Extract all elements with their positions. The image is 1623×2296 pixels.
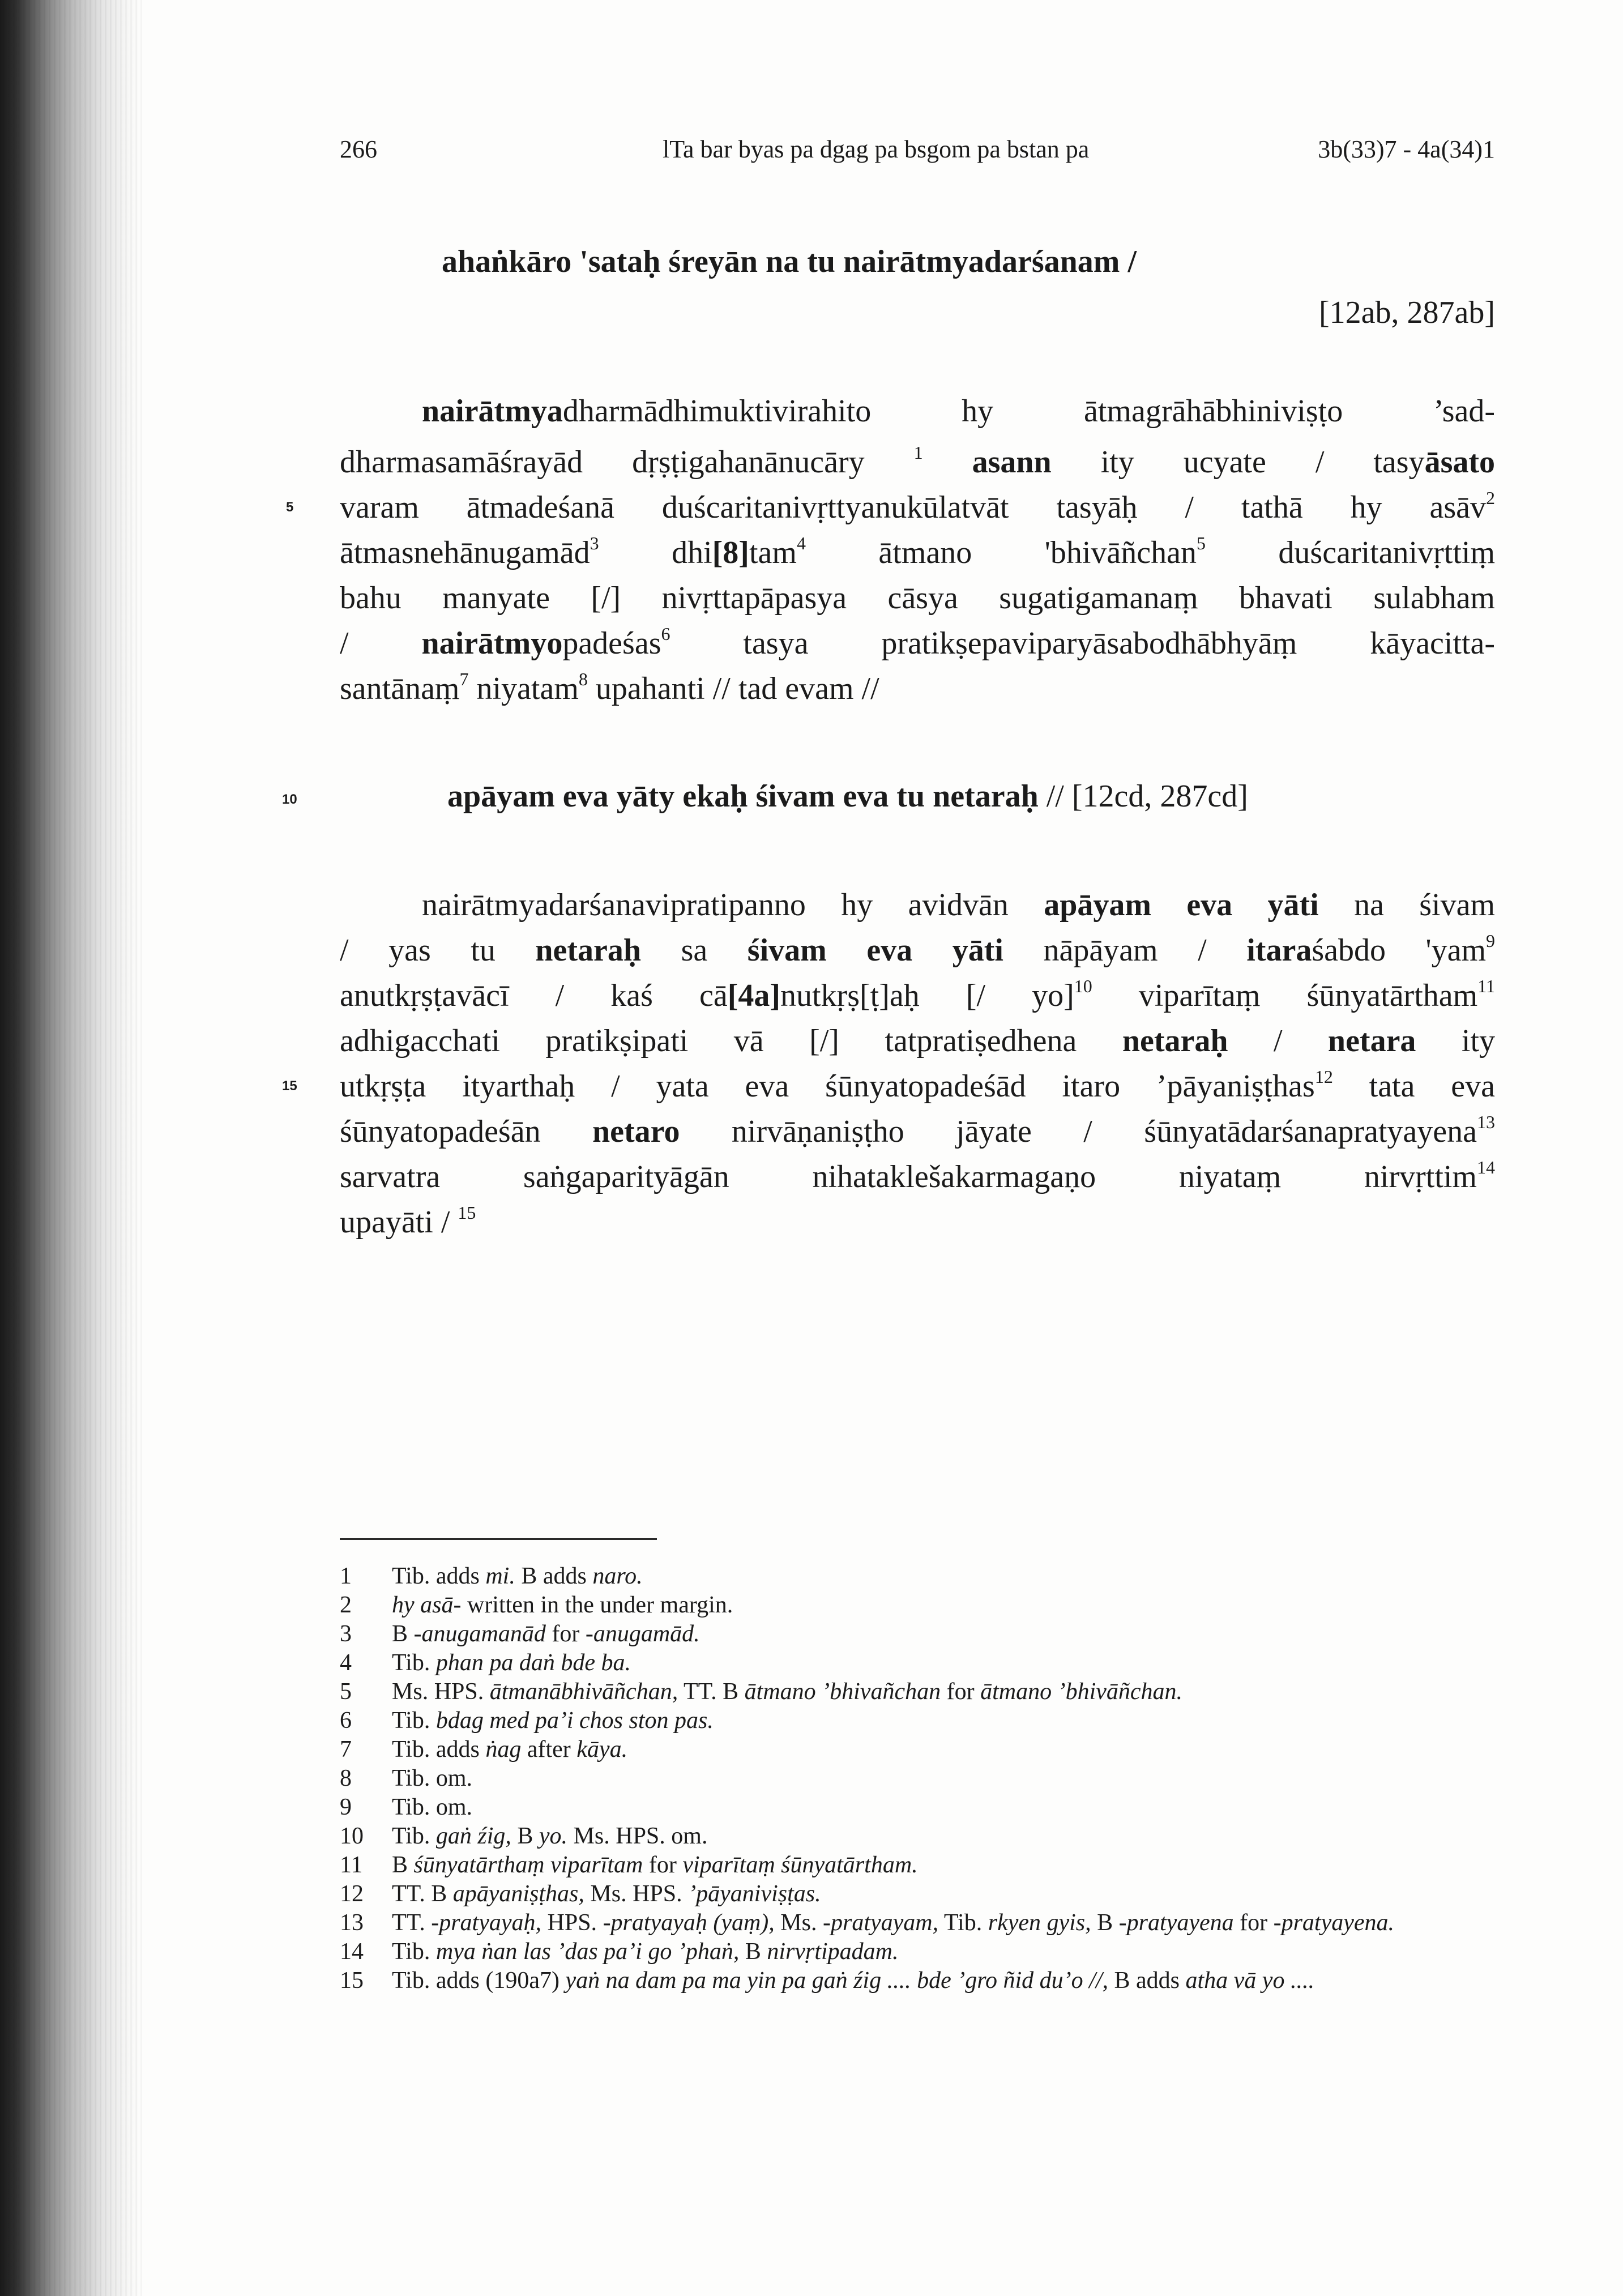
commentary-2-line-3: anutkṛṣṭavācī / kaś cā[4a]nutkṛṣ[ṭ]aḥ [/ yo]$^{10}$ viparītaṃ śūnyatārtham$^{11}$ [340,976,1495,1013]
commentary-2-line-7: sarvatra saṅgaparityāgān nihataklešakarmagaṇo niyataṃ nirvṛttim$^{14}$ [340,1157,1495,1194]
verse-12ab: ahaṅkāro 'sataḥ śreyān na tu nairātmyadarśanam / [442,244,1137,279]
footnote-6: 6 Tib. bdag med pa’i chos ston pas. [340,1708,714,1734]
commentary-1-line-7: santānaṃ$^7$ niyatam$^8$ upahanti // tad evam // [340,669,879,706]
verse-12ab-reference: [12ab, 287ab] [1318,295,1495,330]
commentary-1-line-3: varam ātmadeśanā duścaritanivṛttyanukūlatvāt tasyāḥ / tathā hy asāv$^2$ [340,488,1495,525]
footnote-rule [340,1538,657,1540]
commentary-1-line-5: bahu manyate [/] nivṛttapāpasya cāsya sugatigamanaṃ bhavati sulabham [340,581,1495,616]
footnote-15: 15 Tib. adds (190a7) yaṅ na dam pa ma yin pa gaṅ źig .... bde ’gro ñid du’o //, B adds atha vā yo .... [340,1968,1314,1994]
commentary-2-line-4: adhigacchati pratikṣipati vā [/] tatpratiṣedhena netaraḥ / netara ity [340,1023,1496,1059]
commentary-2-line-8: upayāti / $^{15}$ [340,1202,476,1240]
line-number-10: 10 [282,792,297,807]
footnotes [340,1562,1523,1995]
line-number-5: 5 [286,500,294,515]
commentary-1-line-1: nairātmyadharmādhimuktivirahito hy ātmagrāhābhiniviṣṭo ’sad- [422,394,1495,429]
scan-binding-streaks [0,0,142,2296]
running-header [340,135,1495,169]
commentary-2-line-6: śūnyatopadeśān netaro nirvāṇaniṣṭho jāyate / śūnyatādarśanapratyayena$^{13}$ [340,1112,1495,1149]
footnote-14: 14 Tib. mya ṅan las ’das pa’i go ’phaṅ, B nirvṛtipadam. [340,1939,899,1965]
commentary-1-line-6: / nairātmyopadeśas$^6$ tasya pratikṣepaviparyāsabodhābhyāṃ kāyacitta- [340,624,1495,661]
footnote-3: 3 B -anugamanād for -anugamād. [340,1621,700,1647]
line-number-15: 15 [282,1078,297,1094]
footnote-13: 13 TT. -pratyayaḥ, HPS. -pratyayaḥ (yaṃ), Ms. -pratyayam, Tib. rkyen gyis, B -pratyayena for -pratyayena. [340,1910,1395,1936]
footnote-7: 7 Tib. adds ṅag after kāya. [340,1736,628,1762]
footnote-5: 5 Ms. HPS. ātmanābhivāñchan, TT. B ātmano ’bhivañchan for ātmano ’bhivāñchan. [340,1679,1183,1705]
commentary-2-line-1: nairātmyadarśanavipratipanno hy avidvān apāyam eva yāti na śivam [422,887,1496,923]
verse-12cd: apāyam eva yāty ekaḥ śivam eva tu netaraḥ // [12cd, 287cd] [447,779,1248,814]
commentary-1-line-2: dharmasamāśrayād dṛṣṭigahanānucāry $^1$ asann ity ucyate / tasyāsato [340,442,1496,480]
page-number: 266 [340,135,377,163]
folio-range: 3b(33)7 - 4a(34)1 [1318,135,1495,163]
footnote-1: 1 Tib. adds mi. B adds naro. [340,1563,643,1589]
footnote-8: 8 Tib. om. [340,1765,473,1791]
commentary-2-line-5: utkṛṣṭa ityarthaḥ / yata eva śūnyatopadeśād itaro ’pāyaniṣṭhas$^{12}$ tata eva [340,1066,1496,1104]
footnote-10: 10 Tib. gaṅ źig, B yo. Ms. HPS. om. [340,1823,708,1849]
commentary-1-line-4: ātmasnehānugamād$^3$ dhi[8]tam$^4$ ātmano 'bhivāñchan$^5$ duścaritanivṛttiṃ [340,533,1495,570]
commentary-2-line-2: / yas tu netaraḥ sa śivam eva yāti nāpāyam / itaraśabdo 'yam$^9$ [340,931,1496,968]
footnote-11: 11 B śūnyatārthaṃ viparītam for viparītaṃ śūnyatārtham. [340,1852,918,1878]
running-title: lTa bar byas pa dgag pa bsgom pa bstan pa [663,135,1090,163]
footnote-12: 12 TT. B apāyaniṣṭhas, Ms. HPS. ’pāyaniviṣṭas. [340,1881,821,1907]
footnote-2: 2 hy asā- written in the under margin. [340,1592,733,1618]
footnote-4: 4 Tib. phan pa daṅ bde ba. [340,1650,631,1676]
footnote-9: 9 Tib. om. [340,1794,473,1820]
